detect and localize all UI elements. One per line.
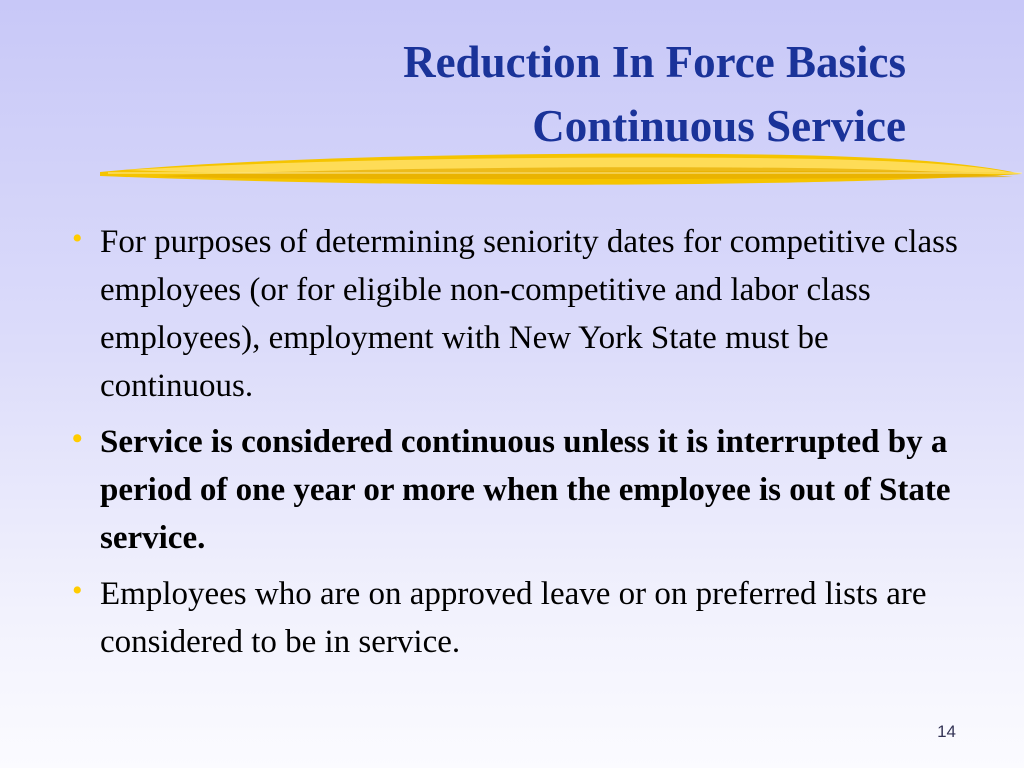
bullet-text: Service is considered continuous unless it is interrupted by a period of one year or more when the employee is out of State service. <box>100 424 951 556</box>
title-line-2: Continuous Service <box>532 101 906 151</box>
bullet-text: Employees who are on approved leave or on preferred lists are considered to be in service. <box>100 576 927 660</box>
bullet-item <box>72 418 972 562</box>
page-number: 14 <box>937 722 956 741</box>
bullet-item <box>72 570 972 666</box>
title-line-1: Reduction In Force Basics <box>403 37 906 87</box>
bullet-list <box>72 218 972 674</box>
yellow-brush-stroke-icon <box>98 146 1024 190</box>
bullet-dot-icon: • <box>72 574 83 607</box>
bullet-dot-icon: • <box>72 222 83 255</box>
bullet-text: For purposes of determining seniority dates for competitive class employees (or for eligible non-competitive and labor class employees), employment with New York State must be continuous. <box>100 224 958 404</box>
bullet-item <box>72 218 972 410</box>
slide-title <box>403 30 906 158</box>
bullet-dot-icon: • <box>72 422 83 455</box>
